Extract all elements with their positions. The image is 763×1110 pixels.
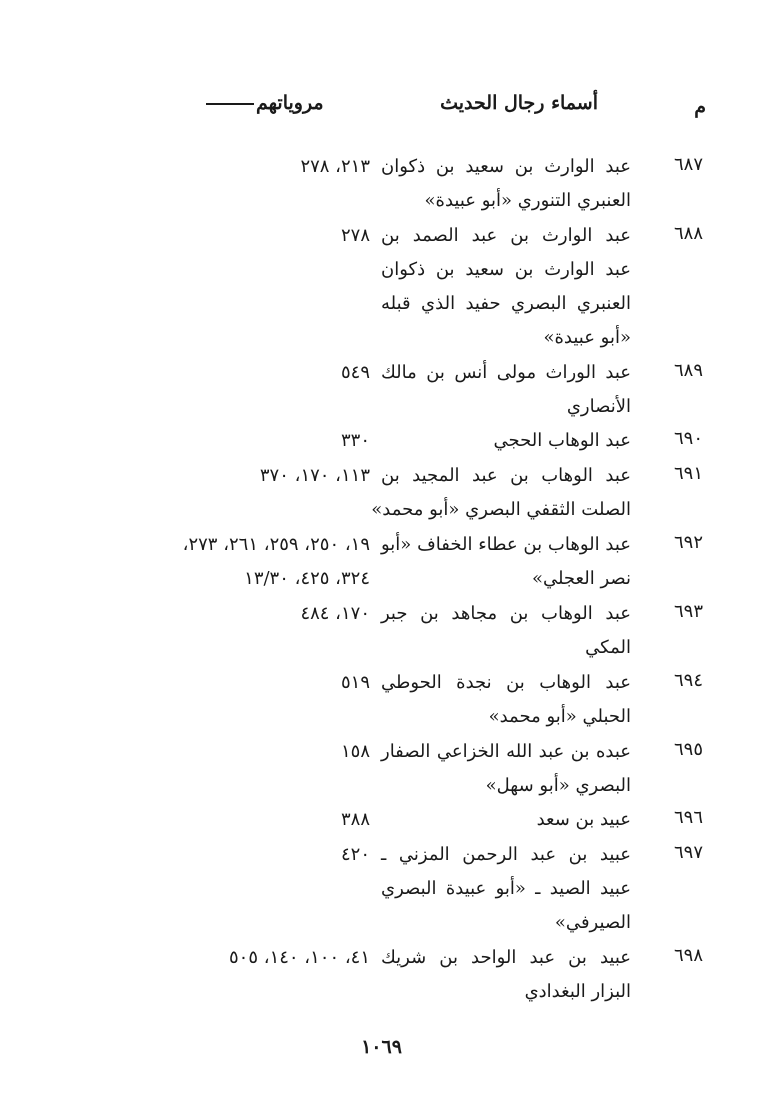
entry-name-line: الأنصاري: [566, 396, 631, 417]
entry-name: [381, 219, 631, 355]
entry-name-line: عبد الوهاب الحجي: [493, 430, 631, 451]
entry-refs: [183, 528, 370, 596]
entry-number: ٦٩٧: [673, 842, 703, 863]
entry-name: [381, 424, 631, 458]
page-number: ١٠٦٩: [361, 1036, 402, 1058]
entry-name-line: عبد الوراث مولى أنس بن مالك: [381, 362, 631, 383]
entry-number: ٦٨٨: [673, 223, 703, 244]
entry-name-line: الصلت الثقفي البصري «أبو محمد»: [371, 499, 631, 520]
entry-number: ٦٩٤: [673, 670, 703, 691]
entry-name: [381, 666, 631, 734]
entry-refs: [341, 838, 370, 872]
entry-ref-line: ١٧٠، ٤٨٤: [300, 603, 370, 624]
entry-name: [371, 459, 631, 527]
entry-name-line: البزار البغدادي: [524, 981, 631, 1002]
entry-name: [381, 735, 631, 803]
header-riwayat-column: [206, 92, 324, 114]
entry-number: ٦٩١: [673, 463, 703, 484]
entry-name: [381, 528, 631, 596]
entry-refs: [229, 941, 370, 975]
entry-ref-line: ٤١، ١٠٠، ١٤٠، ٥٠٥: [229, 947, 370, 968]
entry-number: ٦٩٦: [673, 807, 703, 828]
entry-name-line: عبد الوهاب بن نجدة الحوطي: [381, 672, 631, 693]
entry-number: ٦٩٢: [673, 532, 703, 553]
entry-name-line: البصري «أبو سهل»: [485, 775, 631, 796]
entry-name-line: عبد الوهاب بن مجاهد بن جبر: [381, 603, 631, 624]
header-riwayat-rule: [206, 103, 254, 105]
header-number-column: م: [694, 96, 706, 118]
entry-name: [381, 941, 631, 1009]
entry-name: [381, 838, 631, 940]
entry-refs: [260, 459, 370, 493]
entry-name-line: العنبري التنوري «أبو عبيدة»: [424, 190, 631, 211]
entry-number: ٦٨٧: [673, 154, 703, 175]
entry-name-line: عبيد بن سعد: [536, 809, 631, 830]
entry-ref-line: ٢٧٨: [340, 225, 370, 246]
entry-number: ٦٩٥: [673, 739, 703, 760]
entry-number: ٦٩٣: [673, 601, 703, 622]
entry-refs: [300, 597, 370, 631]
entry-ref-line: ٥٤٩: [340, 362, 370, 383]
entry-refs: [341, 424, 370, 458]
entry-refs: [341, 356, 370, 390]
entry-number: ٦٩٠: [673, 428, 703, 449]
entry-name-line: الحبلي «أبو محمد»: [488, 706, 631, 727]
entry-ref-line: ١١٣، ١٧٠، ٣٧٠: [259, 465, 370, 486]
header-names-column: أسماء رجال الحديث: [440, 92, 598, 114]
entry-refs: [341, 666, 370, 700]
entry-name-line: عبيد الصيد ـ «أبو عبيدة البصري: [381, 878, 631, 899]
entry-name-line: عبد الوهاب بن عبد المجيد بن: [381, 465, 631, 486]
entry-name-line: الصيرفي»: [554, 912, 631, 933]
entry-name: [381, 150, 631, 218]
entry-refs: [341, 735, 370, 769]
entry-ref-line: ٥١٩: [340, 672, 370, 693]
entry-ref-line: ٣٨٨: [340, 809, 370, 830]
entry-name-line: المكي: [585, 637, 631, 658]
entry-name: [381, 356, 631, 424]
entry-name: [381, 597, 631, 665]
entry-name-line: عبد الوارث بن سعيد بن ذكوان: [381, 156, 631, 177]
entry-name: [381, 803, 631, 837]
entry-ref-line: ٣٣٠: [340, 430, 370, 451]
entry-name-line: عبد الوارث بن عبد الصمد بن: [381, 225, 631, 246]
header-riwayat-label: مروياتهم: [256, 92, 324, 114]
entry-ref-line: ١٥٨: [340, 741, 370, 762]
entry-ref-line: ١٩، ٢٥٠، ٢٥٩، ٢٦١، ٢٧٣،: [182, 534, 370, 555]
entry-refs: [341, 219, 370, 253]
entry-refs: [300, 150, 370, 184]
entry-number: ٦٩٨: [673, 945, 703, 966]
entry-ref-line: ٣٢٤، ٤٢٥، ١٣/٣٠: [244, 568, 370, 589]
entry-name-line: نصر العجلي»: [531, 568, 631, 589]
entry-ref-line: ٤٢٠: [340, 844, 370, 865]
entry-refs: [341, 803, 370, 837]
entry-name-line: عبد الوارث بن سعيد بن ذكوان: [381, 259, 631, 280]
entry-name-line: عبده بن عبد الله الخزاعي الصفار: [381, 741, 631, 762]
entry-name-line: عبد الوهاب بن عطاء الخفاف «أبو: [381, 534, 631, 555]
entry-name-line: العنبري البصري حفيد الذي قبله: [381, 293, 631, 314]
entry-name-line: عبيد بن عبد الرحمن المزني ـ: [381, 844, 631, 865]
entry-name-line: عبيد بن عبد الواحد بن شريك: [381, 947, 631, 968]
entry-number: ٦٨٩: [673, 360, 703, 381]
entry-name-line: «أبو عبيدة»: [543, 327, 631, 348]
entry-ref-line: ٢١٣، ٢٧٨: [300, 156, 370, 177]
